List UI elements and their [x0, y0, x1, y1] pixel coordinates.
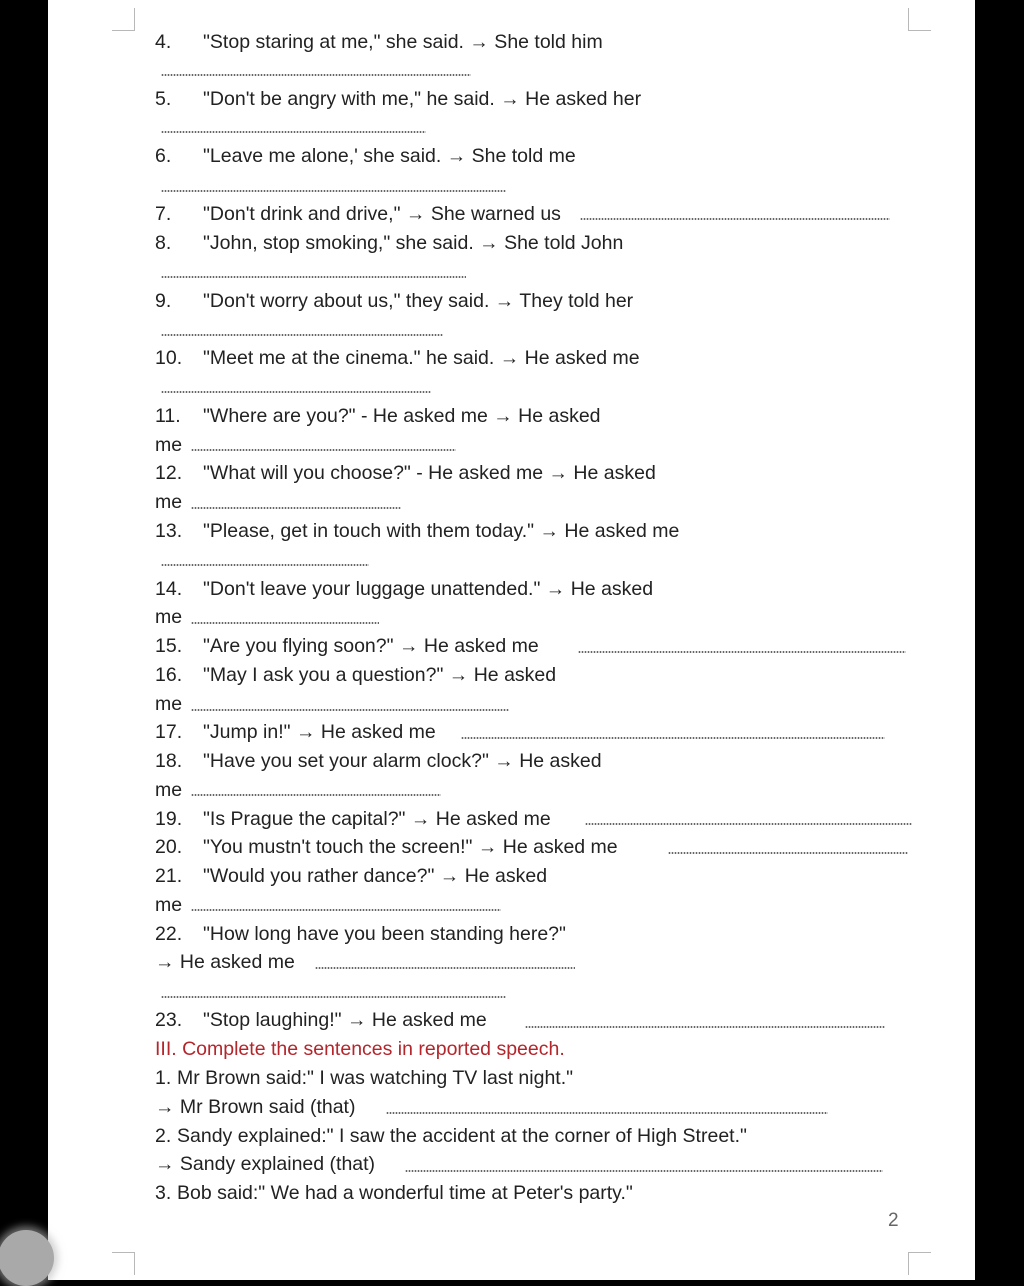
- item-number: 13.: [155, 520, 183, 542]
- floating-assistive-button[interactable]: [0, 1230, 54, 1286]
- item-text: "Would you rather dance?" → He asked: [203, 865, 548, 887]
- answer-line[interactable]: [578, 651, 906, 653]
- exercise-item-21: [155, 863, 547, 889]
- answer-line[interactable]: [161, 564, 369, 566]
- item-text: Mr Brown said:" I was watching TV last night.": [177, 1067, 574, 1089]
- exercise-item-8: [155, 230, 623, 256]
- answer-line[interactable]: [191, 449, 456, 451]
- answer-line[interactable]: [191, 507, 401, 509]
- answer-line[interactable]: [191, 909, 501, 911]
- answer-line[interactable]: [405, 1170, 883, 1172]
- exercise-item-16: [155, 662, 556, 688]
- item-continuation: me: [155, 491, 183, 513]
- item-number: 12.: [155, 462, 183, 484]
- exercise-item-13: [155, 518, 679, 544]
- exercise-item-9: [155, 288, 633, 314]
- item-number: 1.: [155, 1067, 172, 1089]
- item-number: 10.: [155, 347, 183, 369]
- item-number: 2.: [155, 1125, 172, 1147]
- item-continuation: me: [155, 779, 183, 801]
- item-text: "You mustn't touch the screen!" → He asked me: [203, 836, 618, 858]
- exercise-item-18: [155, 748, 602, 774]
- item-text: "Jump in!" → He asked me: [203, 721, 436, 743]
- item-text: "Where are you?" - He asked me → He asked: [203, 405, 601, 427]
- item-text: "Are you flying soon?" → He asked me: [203, 635, 539, 657]
- crop-mark-bottom-right: [908, 1252, 931, 1275]
- answer-line[interactable]: [585, 823, 912, 825]
- exercise-item-11: [155, 403, 601, 429]
- item-continuation: → Sandy explained (that): [155, 1153, 376, 1175]
- section-heading: III. Complete the sentences in reported speech.: [155, 1038, 565, 1060]
- answer-line[interactable]: [161, 190, 506, 192]
- item-number: 21.: [155, 865, 183, 887]
- item-number: 16.: [155, 664, 183, 686]
- item-number: 6.: [155, 145, 172, 167]
- page-number: 2: [888, 1210, 899, 1231]
- item-continuation: → He asked me: [155, 951, 295, 973]
- exercise-item-6: [155, 143, 576, 169]
- answer-line[interactable]: [161, 74, 471, 76]
- item-number: 8.: [155, 232, 172, 254]
- item-number: 17.: [155, 721, 183, 743]
- answer-line[interactable]: [161, 996, 506, 998]
- item-number: 11.: [155, 405, 181, 427]
- item-number: 15.: [155, 635, 183, 657]
- crop-mark-bottom-left: [112, 1252, 135, 1275]
- exercise-item-4: [155, 29, 603, 55]
- item-text: "How long have you been standing here?": [203, 923, 566, 945]
- item-text: "Don't leave your luggage unattended." → He asked: [203, 578, 654, 600]
- answer-line[interactable]: [668, 852, 908, 854]
- item-text: "Have you set your alarm clock?" → He asked: [203, 750, 602, 772]
- item-number: 18.: [155, 750, 183, 772]
- answer-line[interactable]: [191, 794, 441, 796]
- answer-line[interactable]: [191, 622, 379, 624]
- item-continuation: me: [155, 434, 183, 456]
- item-text: "May I ask you a question?" → He asked: [203, 664, 557, 686]
- exercise-item-12: [155, 460, 656, 486]
- exercise-item-23: [155, 1007, 487, 1033]
- item-number: 20.: [155, 836, 183, 858]
- item-number: 22.: [155, 923, 183, 945]
- exercise-item-20: [155, 834, 618, 860]
- item-number: 19.: [155, 808, 183, 830]
- item-text: "Don't drink and drive," → She warned us: [203, 203, 561, 225]
- section3-item-3: [155, 1180, 633, 1206]
- item-text: "Is Prague the capital?" → He asked me: [203, 808, 551, 830]
- item-number: 5.: [155, 88, 172, 110]
- answer-line[interactable]: [161, 131, 426, 133]
- exercise-item-14: [155, 576, 653, 602]
- item-text: "Meet me at the cinema." he said. → He asked me: [203, 347, 640, 369]
- item-continuation: me: [155, 606, 183, 628]
- exercise-item-7: [155, 201, 561, 227]
- item-text: "Stop staring at me," she said. → She told him: [203, 31, 603, 53]
- exercise-item-22: [155, 921, 566, 947]
- exercise-item-17: [155, 719, 436, 745]
- item-number: 7.: [155, 203, 172, 225]
- exercise-item-10: [155, 345, 640, 371]
- item-text: "Leave me alone,' she said. → She told me: [203, 145, 576, 167]
- item-continuation: → Mr Brown said (that): [155, 1096, 356, 1118]
- section3-item-2: [155, 1123, 747, 1149]
- exercise-item-19: [155, 806, 551, 832]
- section3-item-1: [155, 1065, 573, 1091]
- answer-line[interactable]: [525, 1026, 885, 1028]
- crop-mark-top-right: [908, 8, 931, 31]
- answer-line[interactable]: [461, 737, 885, 739]
- answer-line[interactable]: [580, 218, 890, 220]
- item-continuation: me: [155, 894, 183, 916]
- answer-line[interactable]: [191, 709, 509, 711]
- item-text: "Stop laughing!" → He asked me: [203, 1009, 487, 1031]
- exercise-item-5: [155, 86, 641, 112]
- item-number: 9.: [155, 290, 172, 312]
- item-text: Sandy explained:" I saw the accident at the corner of High Street.": [177, 1125, 747, 1147]
- item-number: 23.: [155, 1009, 183, 1031]
- answer-line[interactable]: [386, 1112, 828, 1114]
- crop-mark-top-left: [112, 8, 135, 31]
- worksheet-page: [48, 0, 975, 1280]
- answer-line[interactable]: [315, 967, 575, 969]
- answer-line[interactable]: [161, 276, 466, 278]
- item-continuation: me: [155, 693, 183, 715]
- item-number: 4.: [155, 31, 172, 53]
- item-text: "John, stop smoking," she said. → She told John: [203, 232, 624, 254]
- item-text: "Please, get in touch with them today." → He asked me: [203, 520, 680, 542]
- item-text: "Don't be angry with me," he said. → He asked her: [203, 88, 642, 110]
- exercise-item-15: [155, 633, 539, 659]
- item-number: 14.: [155, 578, 183, 600]
- answer-line[interactable]: [161, 391, 431, 393]
- item-number: 3.: [155, 1182, 172, 1204]
- item-text: Bob said:" We had a wonderful time at Peter's party.": [177, 1182, 633, 1204]
- item-text: "Don't worry about us," they said. → They told her: [203, 290, 634, 312]
- item-text: "What will you choose?" - He asked me → He asked: [203, 462, 656, 484]
- answer-line[interactable]: [161, 334, 443, 336]
